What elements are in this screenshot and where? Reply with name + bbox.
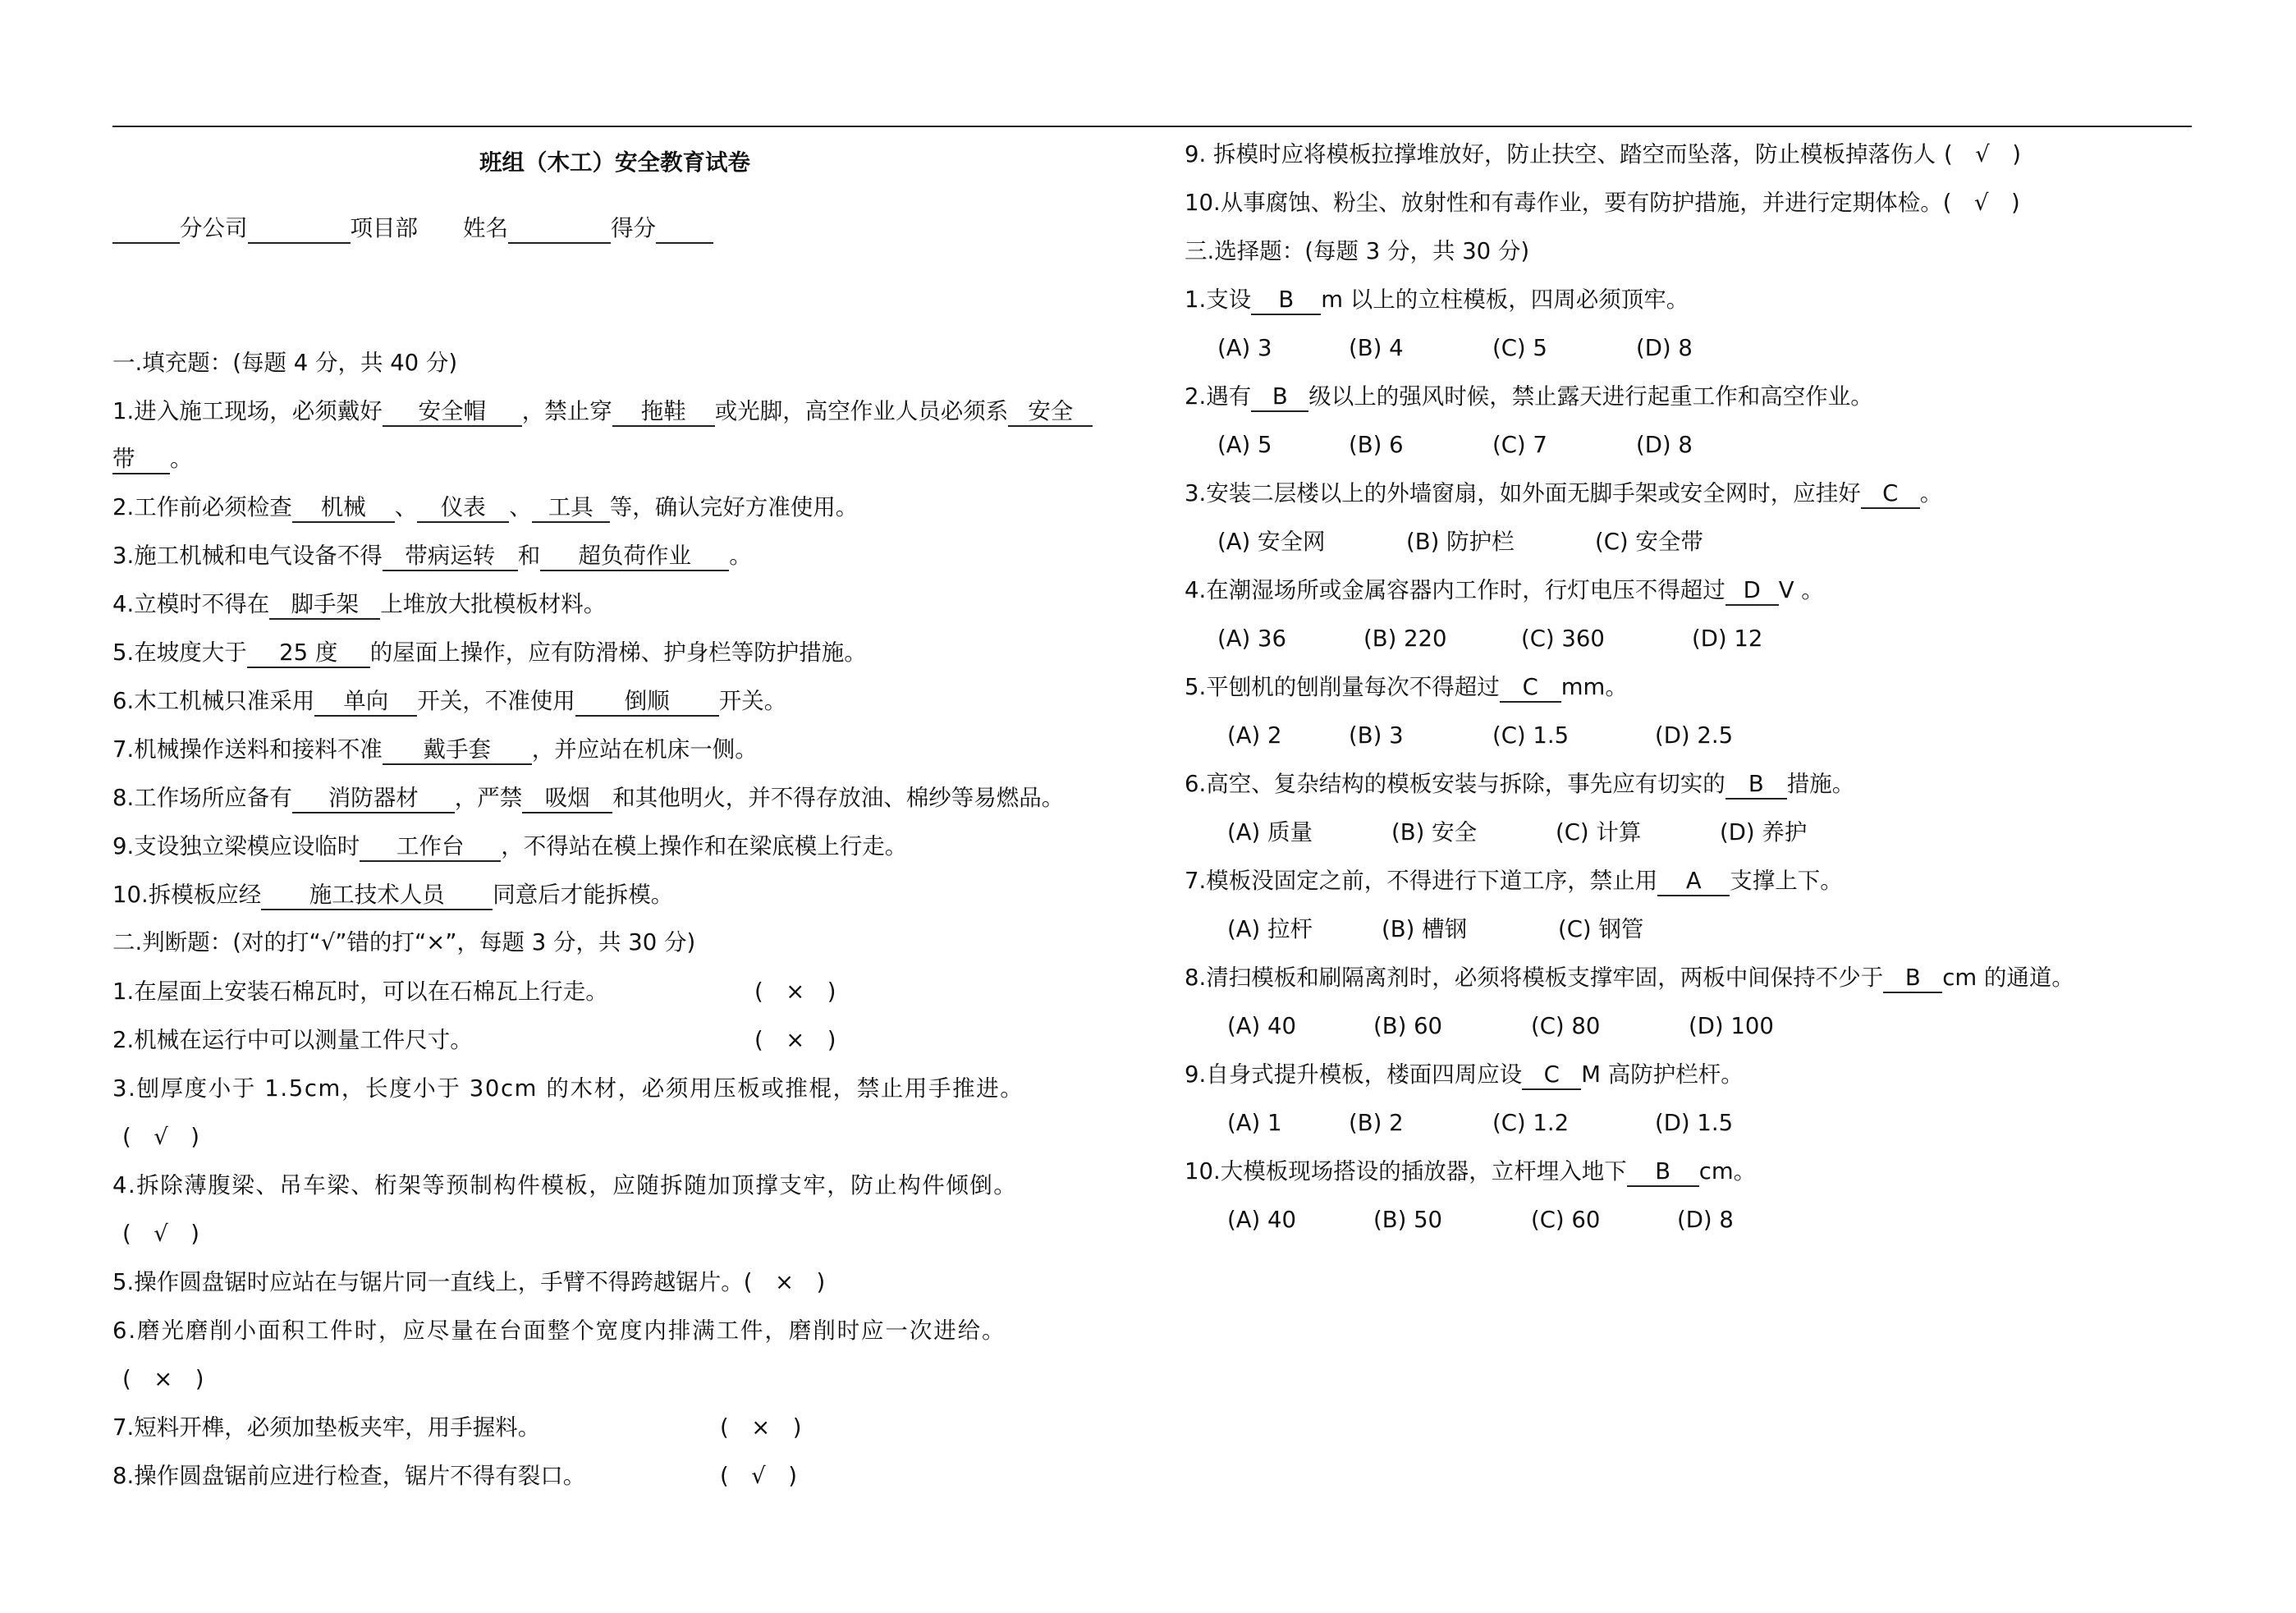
name-label: 姓名 xyxy=(463,215,508,241)
fill-q4: 4.立模时不得在 脚手架 上堆放大批模板材料。 xyxy=(112,588,606,621)
judge-q4: 4.拆除薄腹梁、吊车梁、桁架等预制构件模板，应随拆随加顶撑支牢，防止构件倾倒。 xyxy=(112,1172,1018,1198)
choice-q2: 2.遇有 B 级以上的强风时候，禁止露天进行起重工作和高空作业。 xyxy=(1185,380,1873,413)
option-d[interactable]: (D) 100 xyxy=(1689,1013,1774,1039)
fill-q1-cont: 带 。 xyxy=(112,442,193,475)
option-a[interactable]: (A) 质量 xyxy=(1227,819,1313,845)
option-c[interactable]: (C) 5 xyxy=(1492,335,1547,361)
answer-blank: 机械 xyxy=(292,493,395,523)
option-a[interactable]: (A) 拉杆 xyxy=(1227,916,1313,942)
project-label: 项目部 xyxy=(350,215,418,241)
choice-q8-options xyxy=(1227,1010,1774,1042)
header-fields xyxy=(112,212,713,245)
option-b[interactable]: (B) 60 xyxy=(1373,1013,1443,1039)
option-b[interactable]: (B) 6 xyxy=(1349,432,1404,458)
answer-blank: 25 度 xyxy=(247,639,370,668)
name-blank[interactable] xyxy=(508,214,611,244)
fill-q2: 2.工作前必须检查 机械 、 仪表 、 工具 等，确认完好方准使用。 xyxy=(112,491,858,524)
answer-blank: C xyxy=(1522,1061,1581,1090)
option-a[interactable]: (A) 40 xyxy=(1227,1013,1297,1039)
judge-q4-answer: ( √ ) xyxy=(122,1221,199,1247)
judge-q8-answer: ( √ ) xyxy=(720,1463,797,1489)
answer-blank: B xyxy=(1251,383,1308,412)
company-blank[interactable] xyxy=(112,214,180,244)
option-c[interactable]: (C) 7 xyxy=(1492,432,1547,458)
judge-q6-answer: ( × ) xyxy=(122,1366,204,1392)
answer-blank: 单向 xyxy=(314,687,417,717)
option-c[interactable]: (C) 60 xyxy=(1531,1207,1601,1233)
judge-q10-answer: ( √ ) xyxy=(1942,190,2020,216)
answer-blank: C xyxy=(1861,479,1920,509)
answer-blank: D xyxy=(1725,576,1779,606)
fill-q10: 10.拆模板应经 施工技术人员 同意后才能拆模。 xyxy=(112,878,673,911)
judge-q7-answer: ( × ) xyxy=(720,1414,802,1441)
choice-q7-options xyxy=(1227,913,1643,946)
option-b[interactable]: (B) 安全 xyxy=(1391,819,1478,845)
option-b[interactable]: (B) 防护栏 xyxy=(1406,529,1515,555)
choice-q10-options xyxy=(1227,1203,1734,1236)
answer-blank: 仪表 xyxy=(417,493,509,523)
answer-blank: 倒顺 xyxy=(575,687,719,717)
option-a[interactable]: (A) 1 xyxy=(1227,1110,1282,1136)
option-c[interactable]: (C) 1.5 xyxy=(1492,722,1570,749)
option-d[interactable]: (D) 8 xyxy=(1636,432,1693,458)
answer-blank: 超负荷作业 xyxy=(540,542,729,571)
answer-blank: B xyxy=(1883,964,1942,993)
page-title: 班组（木工）安全教育试卷 xyxy=(479,149,750,176)
choice-q2-options xyxy=(1217,428,1693,461)
judge-q2: 2.机械在运行中可以测量工件尺寸。 xyxy=(112,1027,473,1053)
choice-q3-options xyxy=(1217,525,1703,558)
judge-q1-answer: ( × ) xyxy=(754,978,836,1005)
choice-q6: 6.高空、复杂结构的模板安装与拆除，事先应有切实的 B 措施。 xyxy=(1185,768,1854,800)
judge-q6: 6.磨光磨削小面积工件时，应尽量在台面整个宽度内排满工件，磨削时应一次进给。 xyxy=(112,1317,1006,1344)
option-d[interactable]: (D) 8 xyxy=(1677,1207,1734,1233)
judge-q9: 9. 拆模时应将模板拉撑堆放好，防止扶空、踏空而坠落，防止模板掉落伤人 ( √ ) xyxy=(1185,141,2021,167)
option-a[interactable]: (A) 3 xyxy=(1217,335,1272,361)
choice-q10: 10.大模板现场搭设的插放器，立杆埋入地下 B cm。 xyxy=(1185,1155,1756,1188)
option-a[interactable]: (A) 安全网 xyxy=(1217,529,1326,555)
choice-q4: 4.在潮湿场所或金属容器内工作时，行灯电压不得超过 D V 。 xyxy=(1185,574,1824,607)
option-a[interactable]: (A) 36 xyxy=(1217,625,1287,652)
option-c[interactable]: (C) 钢管 xyxy=(1558,916,1644,942)
choice-q7: 7.模板没固定之前，不得进行下道工序，禁止用 A 支撑上下。 xyxy=(1185,864,1843,897)
option-b[interactable]: (B) 3 xyxy=(1349,722,1404,749)
option-a[interactable]: (A) 40 xyxy=(1227,1207,1297,1233)
answer-blank: 工作台 xyxy=(360,832,501,862)
answer-blank: 安全帽 xyxy=(383,397,522,427)
option-b[interactable]: (B) 220 xyxy=(1363,625,1447,652)
judge-q2-answer: ( × ) xyxy=(754,1027,836,1053)
fill-q6: 6.木工机械只准采用 单向 开关，不准使用 倒顺 开关。 xyxy=(112,685,786,717)
judge-q1: 1.在屋面上安装石棉瓦时，可以在石棉瓦上行走。 xyxy=(112,978,608,1005)
fill-q5: 5.在坡度大于 25 度 的屋面上操作，应有防滑梯、护身栏等防护措施。 xyxy=(112,636,867,669)
answer-blank: A xyxy=(1657,867,1730,896)
option-d[interactable]: (D) 2.5 xyxy=(1655,722,1734,749)
option-d[interactable]: (D) 12 xyxy=(1692,625,1763,652)
top-rule xyxy=(112,126,2192,127)
score-blank[interactable] xyxy=(656,214,713,244)
option-c[interactable]: (C) 80 xyxy=(1531,1013,1601,1039)
answer-blank: C xyxy=(1500,673,1561,703)
option-b[interactable]: (B) 槽钢 xyxy=(1382,916,1468,942)
answer-blank: 拖鞋 xyxy=(612,397,715,427)
section3-heading: 三.选择题：(每题 3 分，共 30 分) xyxy=(1185,238,1530,264)
choice-q5: 5.平刨机的刨削量每次不得超过 C mm。 xyxy=(1185,671,1628,703)
answer-blank: B xyxy=(1251,286,1321,315)
answer-blank: 带病运转 xyxy=(383,542,518,571)
choice-q6-options xyxy=(1227,816,1807,849)
fill-q3: 3.施工机械和电气设备不得 带病运转 和 超负荷作业 。 xyxy=(112,539,752,572)
fill-q7: 7.机械操作送料和接料不准 戴手套 ，并应站在机床一侧。 xyxy=(112,733,758,766)
answer-blank: 带 xyxy=(112,445,170,474)
section1-heading: 一.填充题：(每题 4 分，共 40 分) xyxy=(112,350,458,376)
judge-q8: 8.操作圆盘锯前应进行检查，锯片不得有裂口。 xyxy=(112,1463,586,1489)
option-d[interactable]: (D) 1.5 xyxy=(1655,1110,1734,1136)
answer-blank: 工具 xyxy=(532,493,610,523)
option-b[interactable]: (B) 2 xyxy=(1349,1110,1404,1136)
choice-q1-options xyxy=(1217,332,1693,364)
answer-blank: 戴手套 xyxy=(383,735,532,765)
answer-blank: 消防器材 xyxy=(292,784,455,813)
option-a[interactable]: (A) 2 xyxy=(1227,722,1282,749)
option-d[interactable]: (D) 养护 xyxy=(1720,819,1808,845)
company-label: 分公司 xyxy=(180,215,248,241)
fill-q9: 9.支设独立梁模应设临时 工作台 ，不得站在模上操作和在梁底模上行走。 xyxy=(112,830,907,863)
option-c[interactable]: (C) 360 xyxy=(1521,625,1605,652)
option-c[interactable]: (C) 安全带 xyxy=(1595,529,1703,555)
judge-q3: 3.刨厚度小于 1.5cm，长度小于 30cm 的木材，必须用压板或推棍，禁止用手推进。 xyxy=(112,1075,1024,1102)
choice-q9: 9.自身式提升模板，楼面四周应设 C M 高防护栏杆。 xyxy=(1185,1058,1744,1091)
judge-q5-answer: ( × ) xyxy=(743,1269,826,1295)
choice-q1: 1.支设 B m 以上的立柱模板，四周必须顶牢。 xyxy=(1185,283,1689,316)
choice-q5-options xyxy=(1227,719,1733,752)
answer-blank: 安全 xyxy=(1008,397,1093,427)
project-blank[interactable] xyxy=(248,214,351,244)
judge-q3-answer: ( √ ) xyxy=(122,1124,199,1150)
answer-blank: 脚手架 xyxy=(269,590,380,620)
judge-q5: 5.操作圆盘锯时应站在与锯片同一直线上，手臂不得跨越锯片。( × ) xyxy=(112,1269,826,1295)
section2-heading: 二.判断题：(对的打“√”错的打“×”，每题 3 分，共 30 分) xyxy=(112,929,696,955)
option-c[interactable]: (C) 1.2 xyxy=(1492,1110,1570,1136)
choice-q3: 3.安装二层楼以上的外墙窗扇，如外面无脚手架或安全网时，应挂好 C 。 xyxy=(1185,477,1942,510)
answer-blank: B xyxy=(1627,1157,1699,1187)
score-label: 得分 xyxy=(611,215,656,241)
option-b[interactable]: (B) 50 xyxy=(1373,1207,1443,1233)
fill-q1: 1.进入施工现场，必须戴好 安全帽 ，禁止穿 拖鞋 或光脚，高空作业人员必须系 安全 xyxy=(112,395,1093,428)
fill-q8: 8.工作场所应备有 消防器材 ，严禁 吸烟 和其他明火，并不得存放油、棉纱等易燃品。 xyxy=(112,781,1064,814)
choice-q8: 8.清扫模板和刷隔离剂时，必须将模板支撑牢固，两板中间保持不少于 B cm 的通道。 xyxy=(1185,961,2074,994)
option-c[interactable]: (C) 计算 xyxy=(1556,819,1642,845)
answer-blank: 施工技术人员 xyxy=(261,881,493,910)
answer-blank: 吸烟 xyxy=(522,784,612,813)
answer-blank: B xyxy=(1725,770,1787,800)
choice-q9-options xyxy=(1227,1107,1733,1139)
judge-q7: 7.短料开榫，必须加垫板夹牢，用手握料。 xyxy=(112,1414,541,1441)
option-b[interactable]: (B) 4 xyxy=(1349,335,1404,361)
option-d[interactable]: (D) 8 xyxy=(1636,335,1693,361)
option-a[interactable]: (A) 5 xyxy=(1217,432,1272,458)
choice-q4-options xyxy=(1217,622,1762,655)
judge-q10: 10.从事腐蚀、粉尘、放射性和有毒作业，要有防护措施，并进行定期体检。( √ ) xyxy=(1185,190,2020,216)
judge-q9-answer: ( √ ) xyxy=(1943,141,2021,167)
